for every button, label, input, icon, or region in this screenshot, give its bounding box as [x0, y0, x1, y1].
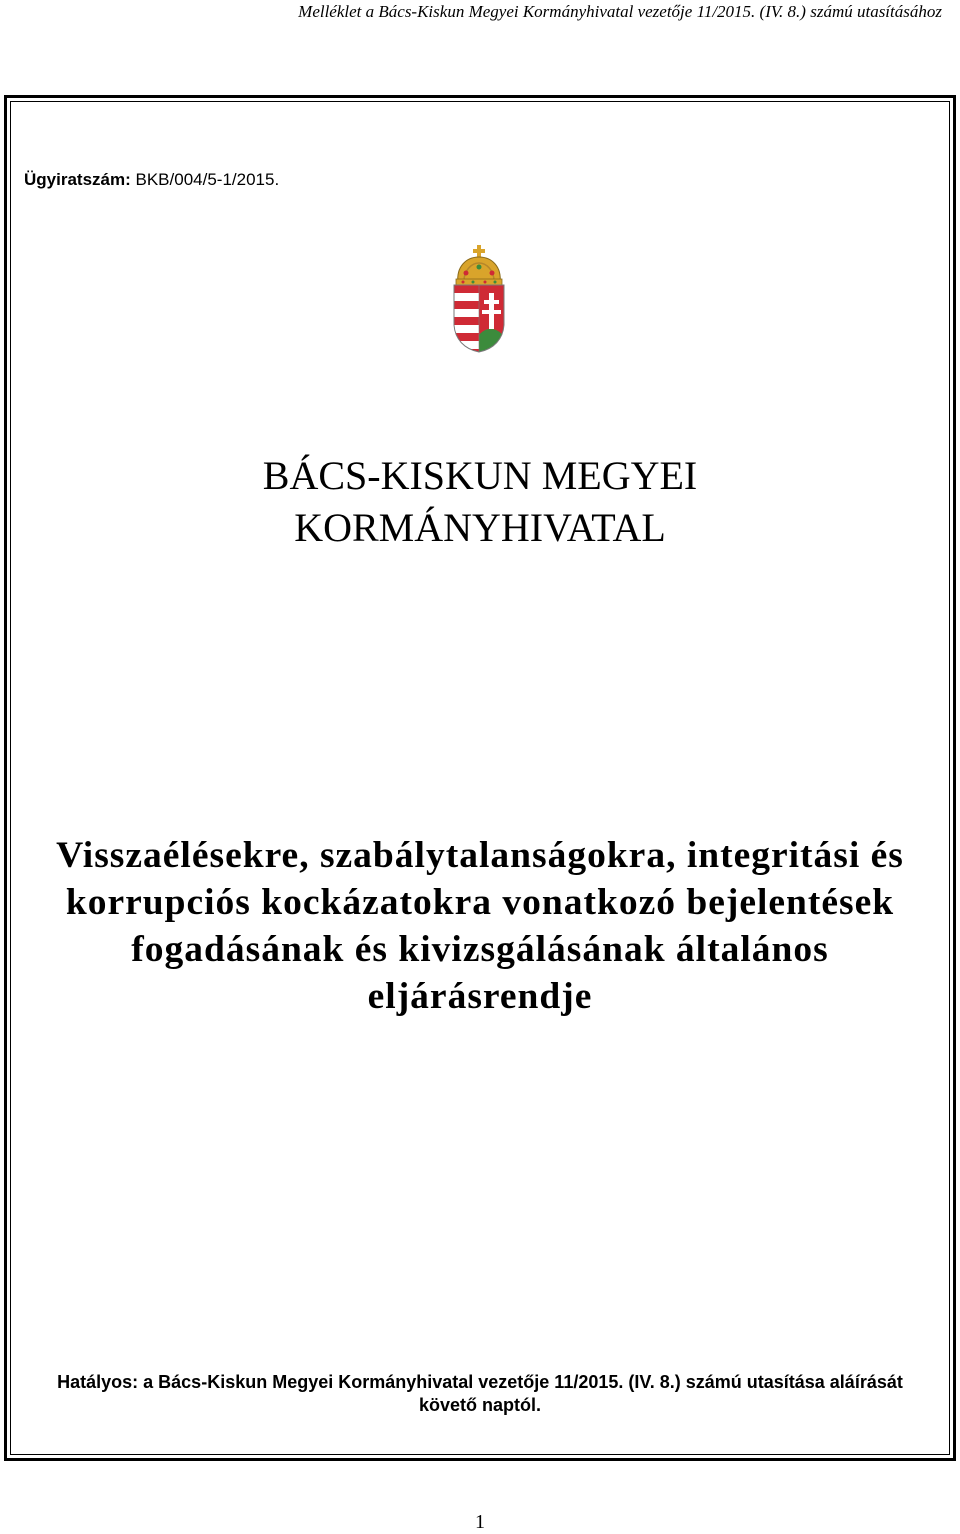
effective-date-line-1: Hatályos: a Bács-Kiskun Megyei Kormányhivatal vezetője 11/2015. (IV. 8.) számú utasítása aláírását — [57, 1372, 903, 1392]
annex-note: Melléklet a Bács-Kiskun Megyei Kormányhivatal vezetője 11/2015. (IV. 8.) számú utasításához — [298, 2, 942, 21]
effective-date-note — [0, 1371, 960, 1417]
document-title-line-1: Visszaélésekre, szabálytalanságokra, integritási és — [56, 835, 904, 876]
effective-date-line-2: követő naptól. — [418, 1395, 541, 1415]
file-reference-value: BKB/004/5-1/2015. — [135, 170, 280, 189]
page-number: 1 — [475, 1511, 485, 1533]
document-title-line-3: fogadásának és kivizsgálásának általános — [131, 929, 829, 970]
document-title-line-4: eljárásrendje — [367, 976, 593, 1017]
hungarian-coat-of-arms-icon — [446, 243, 512, 357]
office-name-line-1: BÁCS-KISKUN MEGYEI — [262, 453, 698, 498]
office-name-line-2: KORMÁNYHIVATAL — [294, 505, 666, 550]
file-reference-label: Ügyiratszám: — [24, 170, 131, 189]
document-title — [0, 832, 960, 1020]
office-name — [0, 450, 960, 554]
document-title-line-2: korrupciós kockázatokra vonatkozó bejelentések — [65, 882, 895, 923]
file-reference — [24, 170, 279, 190]
